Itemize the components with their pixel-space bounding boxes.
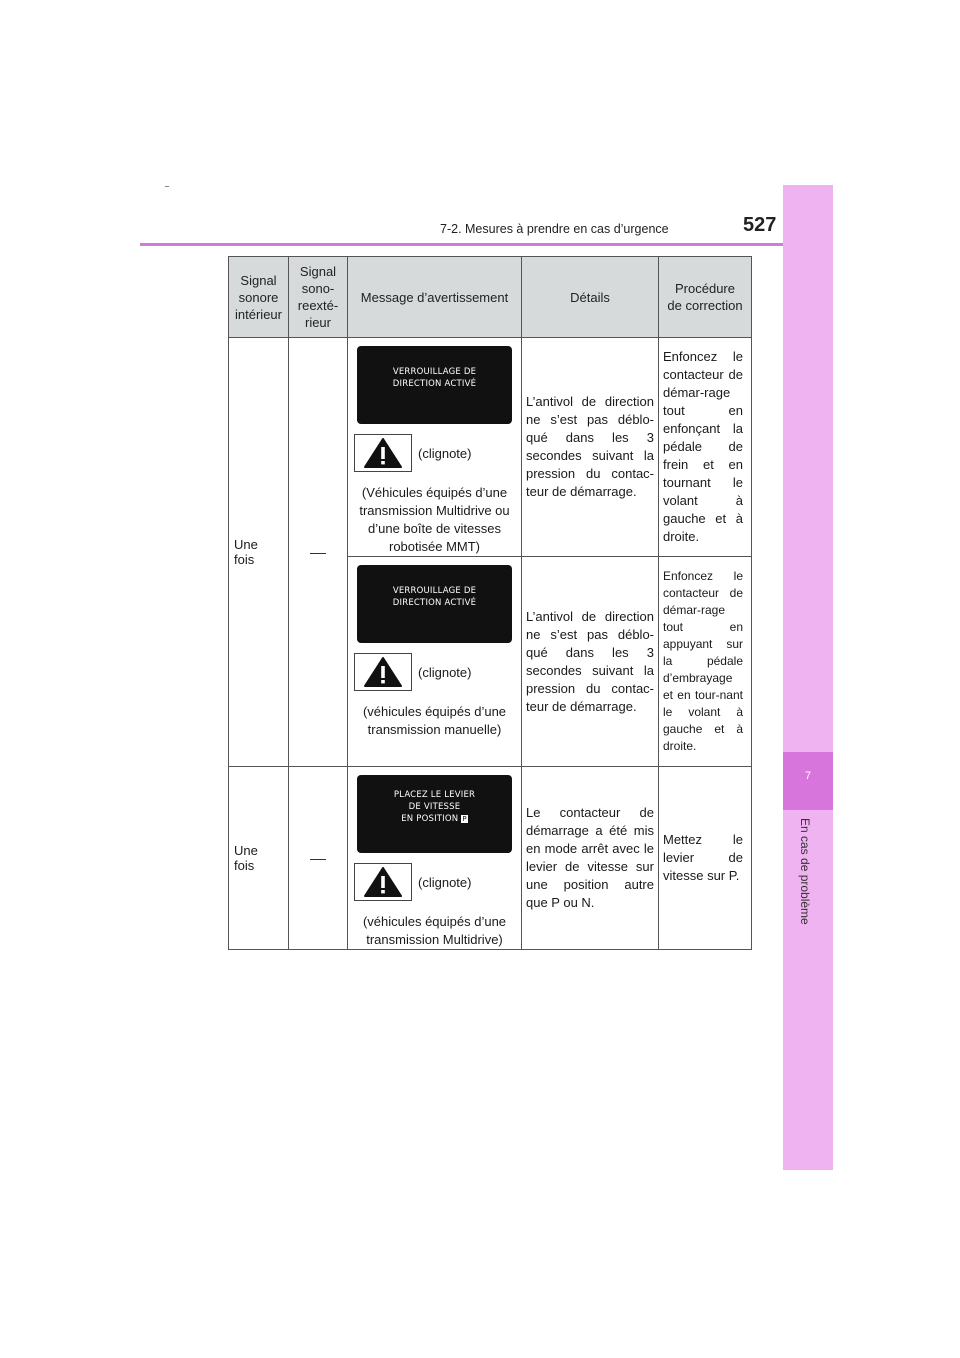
details-cell: L’antivol de direction ne s’est pas déblo-qué dans les 3 secondes suivant la pression du contac-teur de démarrage. xyxy=(522,338,659,557)
screen-line xyxy=(401,813,468,825)
display-screen xyxy=(357,346,512,424)
p-position-badge: P xyxy=(462,814,467,823)
screen-line: VERROUILLAGE DE xyxy=(392,586,477,596)
chapter-number: 7 xyxy=(804,770,812,782)
chapter-title: En cas de problème xyxy=(798,818,812,925)
blink-label: (clignote) xyxy=(418,664,472,680)
vehicle-note: (véhicules équipés d’une transmission manuelle) xyxy=(362,704,507,737)
blink-label: (clignote) xyxy=(418,874,472,890)
warning-triangle-icon xyxy=(354,863,412,901)
procedure-cell: Enfoncez le contacteur de démar-rage tout en enfonçant la pédale de frein et en tournant le volant à gauche et à droite. xyxy=(659,338,752,557)
warning-triangle-icon xyxy=(354,434,412,472)
header-message: Message d’avertissement xyxy=(348,257,522,338)
warning-triangle-icon xyxy=(354,653,412,691)
signal-exterieur-cell xyxy=(289,338,348,767)
header-signal-exterieur: Signal sono- reexté- rieur xyxy=(289,257,348,338)
vehicle-note: (véhicules équipés d’une transmission Multidrive) xyxy=(362,914,507,947)
signal-interieur-cell: Une fois xyxy=(229,338,289,767)
screen-line-text: EN POSITION xyxy=(401,814,459,824)
details-cell: L’antivol de direction ne s’est pas déblo-qué dans les 3 secondes suivant la pression du contac-teur de démarrage. xyxy=(522,557,659,767)
header-details: Détails xyxy=(522,257,659,338)
table-row xyxy=(229,767,752,950)
screen-line: PLACEZ LE LEVIER xyxy=(393,790,476,800)
table-row xyxy=(229,338,752,557)
display-screen xyxy=(357,565,512,643)
section-title: 7-2. Mesures à prendre en cas d’urgence xyxy=(440,222,669,236)
chapter-sidebar xyxy=(783,185,833,1170)
screen-line: DIRECTION ACTIVÉ xyxy=(392,379,477,389)
vehicle-note: (Véhicules équipés d’une transmission Multidrive ou d’une boîte de vitesses robotisée MMT) xyxy=(359,485,510,554)
display-screen xyxy=(357,775,512,853)
screen-line: DE VITESSE xyxy=(408,802,461,812)
header-rule xyxy=(140,243,833,246)
message-cell xyxy=(348,338,522,557)
table-header-row xyxy=(229,257,752,338)
message-cell xyxy=(348,557,522,767)
message-cell xyxy=(348,767,522,950)
crop-mark xyxy=(165,186,169,187)
procedure-cell: Mettez le levier de vitesse sur P. xyxy=(659,767,752,950)
warning-table xyxy=(228,256,752,950)
signal-interieur-cell: Une fois xyxy=(229,767,289,950)
header-procedure: Procédure de correction xyxy=(659,257,752,338)
signal-exterieur-cell xyxy=(289,767,348,950)
page-number: 527 xyxy=(743,214,777,236)
details-cell: Le contacteur de démarrage a été mis en mode arrêt avec le levier de vitesse sur une position autre que P ou N. xyxy=(522,767,659,950)
dash-mark xyxy=(310,553,326,554)
blink-label: (clignote) xyxy=(418,445,472,461)
procedure-cell: Enfoncez le contacteur de démar-rage tout en appuyant sur la pédale d’embrayage et en tour-nant le volant à gauche et à droite. xyxy=(659,557,752,767)
header-signal-interieur: Signal sonore intérieur xyxy=(229,257,289,338)
screen-line: DIRECTION ACTIVÉ xyxy=(392,598,477,608)
dash-mark xyxy=(310,859,326,860)
screen-line: VERROUILLAGE DE xyxy=(392,367,477,377)
